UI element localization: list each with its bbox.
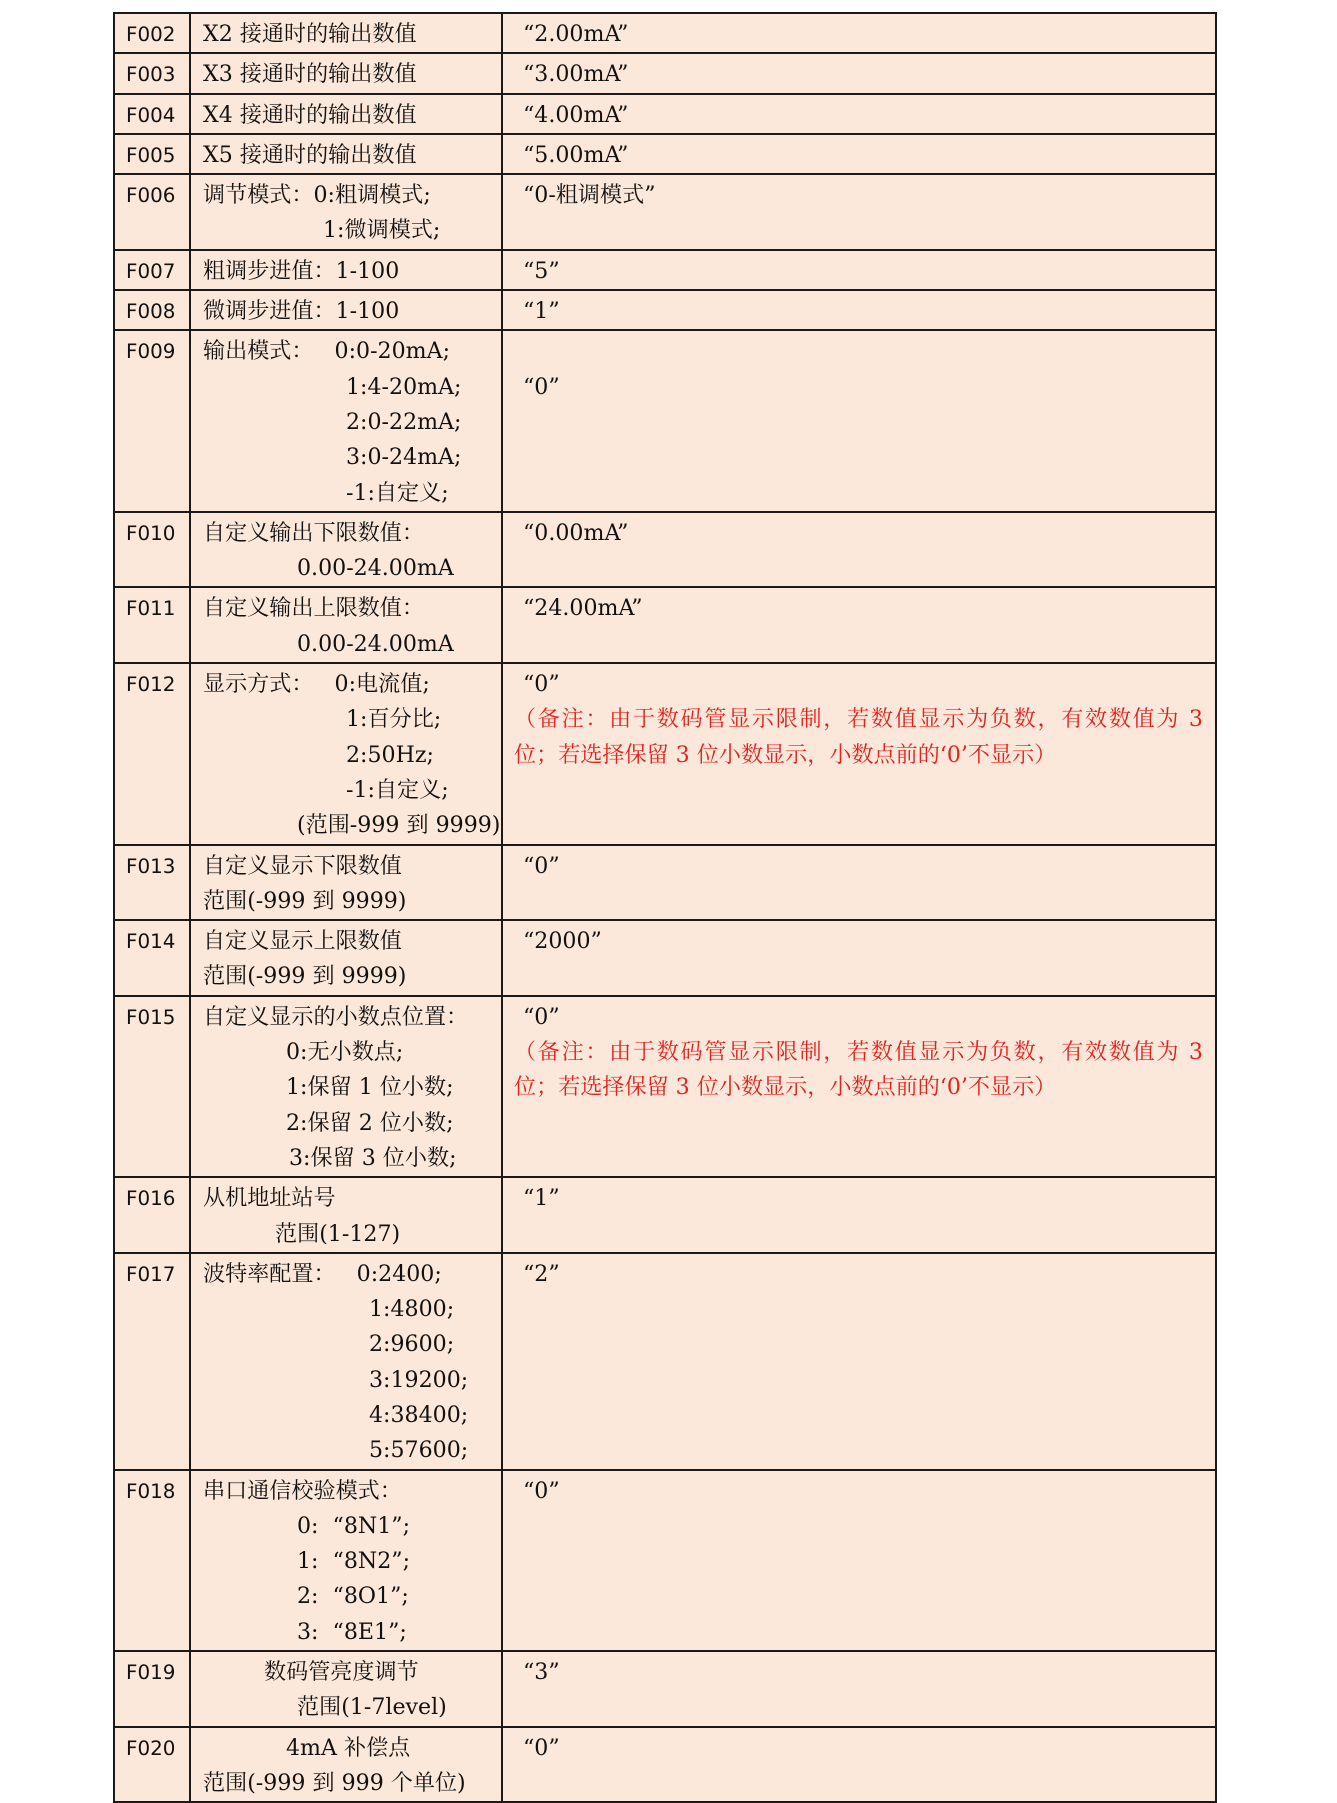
description-line: 2:9600; — [369, 1331, 455, 1358]
param-code: F018 — [115, 1471, 191, 1650]
description-line: 3:保留 3 位小数; — [289, 1144, 457, 1171]
param-default-value — [503, 95, 1215, 133]
description-line: 1:4800; — [369, 1296, 455, 1323]
param-description — [191, 664, 503, 843]
description-line: 串口通信校验模式： — [203, 1477, 402, 1504]
value-line: “5” — [523, 257, 560, 284]
description-line: 0.00-24.00mA — [297, 555, 454, 582]
value-line: “5.00mA” — [523, 141, 629, 168]
value-line: “2.00mA” — [523, 21, 629, 47]
description-line: -1:自定义; — [346, 776, 449, 803]
description-line: 4:38400; — [369, 1401, 469, 1428]
param-code: F007 — [115, 251, 191, 289]
description-line: X4 接通时的输出数值 — [203, 101, 417, 128]
description-line: X3 接通时的输出数值 — [203, 61, 417, 88]
param-description — [191, 14, 503, 52]
description-line: 5:57600; — [369, 1437, 469, 1464]
description-line: 4mA 补偿点 — [286, 1734, 411, 1761]
param-description — [191, 921, 503, 995]
description-line: 2:50Hz; — [346, 741, 434, 768]
table-row — [113, 95, 1217, 135]
value-line: “2000” — [523, 928, 602, 955]
value-line: “0.00mA” — [523, 519, 629, 546]
description-line: X2 接通时的输出数值 — [203, 21, 417, 47]
table-row — [113, 291, 1217, 331]
param-code: F008 — [115, 291, 191, 329]
description-line: 范围(-999 到 999 个单位) — [203, 1769, 466, 1796]
table-row — [113, 1652, 1217, 1728]
description-line: 范围(1-127) — [275, 1220, 401, 1247]
table-row — [113, 1471, 1217, 1652]
param-description — [191, 331, 503, 510]
param-default-value — [503, 291, 1215, 329]
param-code: F014 — [115, 921, 191, 995]
param-description — [191, 997, 503, 1176]
table-row — [113, 588, 1217, 664]
param-description — [191, 1254, 503, 1469]
param-description — [191, 1471, 503, 1650]
param-description — [191, 1178, 503, 1252]
description-line: 粗调步进值：1-100 — [203, 257, 400, 284]
description-line: 1:保留 1 位小数; — [286, 1074, 454, 1101]
param-code: F004 — [115, 95, 191, 133]
description-line: 2: “8O1”; — [297, 1583, 409, 1610]
param-default-value — [503, 1178, 1215, 1252]
remark-note: （备注：由于数码管显示限制，若数值显示为负数，有效数值为 3 位；若选择保留 3 位小数显示，小数点前的‘0’不显示） — [514, 1039, 1203, 1101]
table-row — [113, 12, 1217, 54]
value-line: “0” — [523, 852, 560, 879]
param-code: F012 — [115, 664, 191, 843]
param-default-value — [503, 1652, 1215, 1726]
value-line: “0” — [523, 1003, 560, 1030]
param-default-value — [503, 1471, 1215, 1650]
param-default-value — [503, 664, 1215, 843]
description-line: 1: “8N2”; — [297, 1548, 411, 1575]
description-line: 0:无小数点; — [286, 1039, 404, 1066]
description-line: 显示方式： 0:电流值; — [203, 671, 430, 698]
value-line: “0” — [523, 373, 560, 400]
description-line: 自定义显示下限数值 — [203, 852, 402, 879]
param-description — [191, 95, 503, 133]
description-line: 微调步进值：1-100 — [203, 298, 400, 325]
description-line: -1:自定义; — [346, 479, 449, 506]
description-line: X5 接通时的输出数值 — [203, 141, 417, 168]
param-description — [191, 513, 503, 587]
param-description — [191, 588, 503, 662]
param-default-value — [503, 921, 1215, 995]
value-line: “3.00mA” — [523, 61, 629, 88]
param-description — [191, 175, 503, 249]
param-description — [191, 291, 503, 329]
param-default-value — [503, 175, 1215, 249]
value-line: “0” — [523, 1477, 560, 1504]
param-description — [191, 135, 503, 173]
param-description — [191, 251, 503, 289]
description-line: 1:4-20mA; — [346, 373, 462, 400]
value-line: “1” — [523, 1185, 560, 1212]
param-default-value — [503, 135, 1215, 173]
value-line: “0” — [523, 1734, 560, 1761]
remark-note: （备注：由于数码管显示限制，若数值显示为负数，有效数值为 3 位；若选择保留 3 位小数显示，小数点前的‘0’不显示） — [514, 706, 1203, 768]
table-row — [113, 513, 1217, 589]
description-line: 自定义显示的小数点位置： — [203, 1003, 469, 1030]
value-line: “1” — [523, 298, 560, 325]
param-code: F009 — [115, 331, 191, 510]
param-code: F015 — [115, 997, 191, 1176]
param-code: F002 — [115, 14, 191, 52]
description-line: 3:0-24mA; — [346, 444, 462, 471]
param-description — [191, 54, 503, 92]
description-line: 1:百分比; — [346, 706, 442, 733]
param-code: F011 — [115, 588, 191, 662]
description-line: 1:微调模式; — [323, 217, 441, 244]
param-default-value — [503, 846, 1215, 920]
description-line: 2:保留 2 位小数; — [286, 1109, 454, 1136]
param-code: F005 — [115, 135, 191, 173]
description-line: 自定义输出下限数值： — [203, 519, 424, 546]
description-line: 数码管亮度调节 — [264, 1659, 419, 1686]
description-line: 调节模式：0:粗调模式; — [203, 182, 431, 209]
param-code: F020 — [115, 1728, 191, 1802]
param-default-value — [503, 997, 1215, 1176]
description-line: 范围(-999 到 9999) — [203, 963, 407, 990]
param-default-value — [503, 331, 1215, 510]
table-row — [113, 1178, 1217, 1254]
description-line: 范围(1-7level) — [297, 1694, 447, 1721]
description-line: 3: “8E1”; — [297, 1618, 407, 1645]
param-description — [191, 1652, 503, 1726]
param-code: F013 — [115, 846, 191, 920]
description-line: 0.00-24.00mA — [297, 630, 454, 657]
description-line: 0: “8N1”; — [297, 1512, 411, 1539]
value-line: “3” — [523, 1659, 560, 1686]
description-line: 自定义输出上限数值： — [203, 595, 424, 622]
param-code: F016 — [115, 1178, 191, 1252]
table-row — [113, 921, 1217, 997]
param-default-value — [503, 54, 1215, 92]
table-row — [113, 997, 1217, 1178]
description-line: 2:0-22mA; — [346, 408, 462, 435]
param-default-value — [503, 14, 1215, 52]
description-line: (范围-999 到 9999) — [297, 812, 501, 839]
table-row — [113, 54, 1217, 94]
param-code: F017 — [115, 1254, 191, 1469]
param-default-value — [503, 588, 1215, 662]
value-line: “2” — [523, 1260, 560, 1287]
table-row — [113, 175, 1217, 251]
parameter-table — [113, 12, 1217, 1803]
table-row — [113, 135, 1217, 175]
value-line: “0” — [523, 671, 560, 698]
param-code: F006 — [115, 175, 191, 249]
table-row — [113, 846, 1217, 922]
description-line: 自定义显示上限数值 — [203, 928, 402, 955]
param-default-value — [503, 251, 1215, 289]
value-line: “4.00mA” — [523, 101, 629, 128]
param-description — [191, 846, 503, 920]
value-line: “24.00mA” — [523, 595, 643, 622]
param-default-value — [503, 513, 1215, 587]
table-row — [113, 1254, 1217, 1471]
description-line: 范围(-999 到 9999) — [203, 887, 407, 914]
description-line: 从机地址站号 — [203, 1185, 336, 1212]
description-line: 3:19200; — [369, 1366, 469, 1393]
description-line: 输出模式： 0:0-20mA; — [203, 338, 451, 365]
table-row — [113, 331, 1217, 512]
table-row — [113, 664, 1217, 845]
description-line: 波特率配置： 0:2400; — [203, 1260, 442, 1287]
table-row — [113, 251, 1217, 291]
value-line — [514, 334, 1203, 369]
param-code: F003 — [115, 54, 191, 92]
value-line: “0-粗调模式” — [523, 182, 656, 209]
param-code: F019 — [115, 1652, 191, 1726]
param-default-value — [503, 1254, 1215, 1469]
param-code: F010 — [115, 513, 191, 587]
